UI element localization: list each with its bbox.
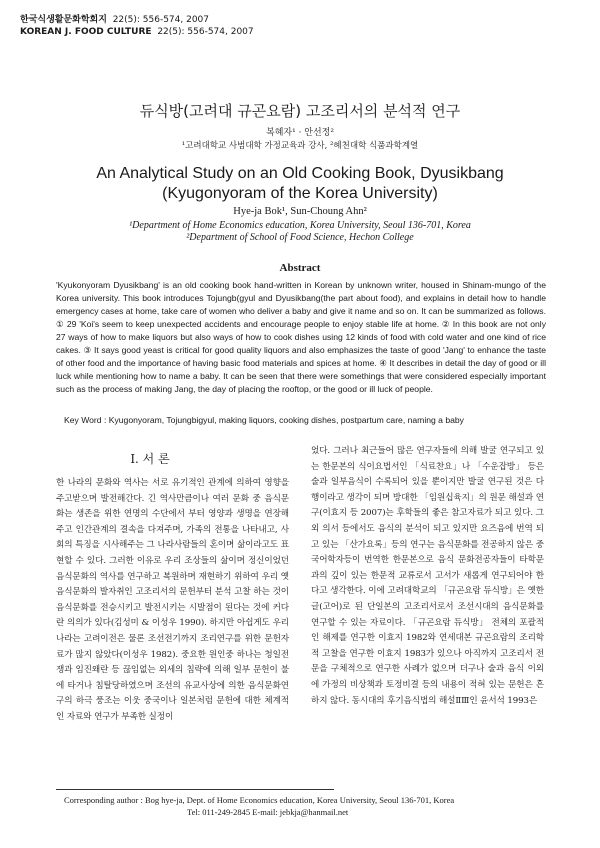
body-right-column: 었다. 그러나 최근들어 많은 연구자들에 의해 발굴 연구되고 있는 한문본의 식이요법서인 「식료찬요」나 「수운잡방」 등은 술과 일부음식이 수록되어 있을 뿐이지만 발굴 연구된 것은 다행이라고 생각이 되며 방대한 「임원십육지」의 원문 해설과 연구(이효지 등 2007)는 후학들의 좋은 참고자료가 되고 있다. 그외 의서 등에서도 음식의 분석이 되고 있지만 요즈음에 번역 되고 있는 「산가요록」등의 연구는 음식문화를 전공하지 않은 중국어학자등이 번역한 한문본으로 음식 문화전공자들이 타학문과의 깊이 있는 한문적 교류로서 고서가 새롭게 연구되어야 한다고 생각한다. 이에 고려대학교의 「규곤요람 듀식방」은 옛한글(고어)로 된 단일본의 고조리서로서 조선시대의 음식문화를 연구할 수 있는 자료이다. 「규곤요람 듀식방」 전체의 포괄적인 해제를 연구한 이효지 1982와 연세대본 규곤요람의 조리학적 고찰을 연구한 이효지 1983가 있으나 아직까지 고조리서 전문을 구체적으로 연구한 사례가 없으며 더구나 술과 음식 이외에 가정의 비상책과 토정비결 등의 내용이 적혀 있는 문헌은 흔하지 않다. 동시대의 후기음식법의 해설ⅡⅢ인 윤서석 1993은 bbox=[311, 446, 544, 706]
keywords: Key Word : Kyugonyoram, Tojungbigyul, making liquors, cooking dishes, postpartum care, naming a baby bbox=[64, 415, 464, 425]
title-english bbox=[0, 164, 600, 204]
title-english-line-2: (Kyugonyoram of the Korea University) bbox=[162, 185, 438, 202]
journal-header bbox=[20, 14, 254, 38]
journal-volume: 22(5): 556-574, 2007 bbox=[112, 15, 210, 25]
abstract-body: 'Kyukonyoram Dyusikbang' is an old cooking book hand-written in Korean by unknown writer, housed in Shinam-mungo of the Korea university. This book introduces Tojungb(gyul and Dyusikbang(the part about food), and explains in detail how to handle emergency cases at home, take care of women who deliver a baby and give it name and so on. It can be summarized as follows. ① 29 'Koi's seem to keep unexpected accidents and encourage people to enjoy stable life at home. ② In this book are not only 27 ways of how to make liquors but also ways of how to cook dishes using 12 kinds of food with cold water and one kind of rice cakes. ③ It says good yeast is critical for good quality liquors and also emphasizes the taste of good 'Jang' to enhance the taste of other food and the importance of having basic food materials and spices at home. ④ It describes in detail the day of good or ill luck while mentioning how to name a baby. It can be seen that there were somethings that were considered especially important such as the process of making Jang, the day of placing the rooftop, or the good or ill luck of people. bbox=[56, 280, 546, 394]
abstract-heading: Abstract bbox=[279, 262, 321, 274]
footnote-corresponding-author: Corresponding author : Bog hye-ja, Dept. of Home Economics education, Korea University, Seoul 136-701, Korea bbox=[64, 795, 455, 805]
title-korean: 듀식방(고려대 규곤요람) 고조리서의 분석적 연구 bbox=[139, 102, 461, 120]
footnote bbox=[64, 794, 454, 818]
authors-english: Hye-ja Bok¹, Sun-Choung Ahn² bbox=[233, 206, 367, 217]
authors-korean: 복혜자¹ · 안선정² bbox=[266, 128, 334, 138]
footnote-divider bbox=[56, 789, 334, 790]
journal-name-ko: 한국식생활문화학회지 bbox=[20, 15, 107, 25]
journal-volume-en: 22(5): 556-574, 2007 bbox=[157, 27, 254, 37]
footnote-contact: Tel: 011-249-2845 E-mail: jebkja@hanmail.net bbox=[187, 807, 349, 817]
affiliation-english bbox=[0, 220, 600, 244]
body-left-column: 한 나라의 문화와 역사는 서로 유기적인 관계에 의하여 영향을 주고받으며 발전해간다. 긴 역사만큼이나 여러 문화 중 음식문화는 생존을 위한 연명의 수단에서 부터 영양과 생명을 연장해주고 인간관계의 결속을 다져주며, 가족의 전통을 나타내고, 사회의 특징을 시사해주는 그 나라사람들의 혼이며 삶이라고도 표현할 수 있다. 그러한 이유로 우리 조상들의 삶이며 정신이었던 음식문화의 역사를 연구하고 복원하며 재현하기 위하여 우리 옛 음식문화의 발자취인 고조리서의 문헌부터 분석 고찰 하는 것이 음식문화를 전승시키고 발전시키는 시발점이 된다는 것에 커다란 의의가 있다(김성미 & 이성우 1990). 하지만 아쉽게도 우리나라는 고려이전은 물론 조선전기까지 조리연구를 위한 문헌자료가 많지 않았다(이성우 1982). 중요한 원인중 하나는 청일전쟁과 임진왜란 등 끊임없는 외세의 침략에 의해 일부 문헌이 불에 타거나 침탈당하였으며 조선의 유교사상에 의한 음식문화연구의 하극 풍조는 이웃 중국이나 일본처럼 문헌에 대한 체계적인 자료와 연구가 부족한 실정이 bbox=[56, 478, 289, 722]
journal-name-en: KOREAN J. FOOD CULTURE bbox=[20, 27, 152, 37]
affiliation-english-2: ²Department of School of Food Science, Hechon College bbox=[186, 232, 414, 243]
section-title: I. 서 론 bbox=[130, 452, 170, 466]
affiliation-english-1: ¹Department of Home Economics education, Korea University, Seoul 136-701, Korea bbox=[129, 220, 471, 231]
affiliation-korean: ¹고려대학교 사범대학 가정교육과 강사, ²혜천대학 식품과학계열 bbox=[181, 141, 419, 151]
title-english-line-1: An Analytical Study on an Old Cooking Book, Dyusikbang bbox=[96, 165, 504, 182]
